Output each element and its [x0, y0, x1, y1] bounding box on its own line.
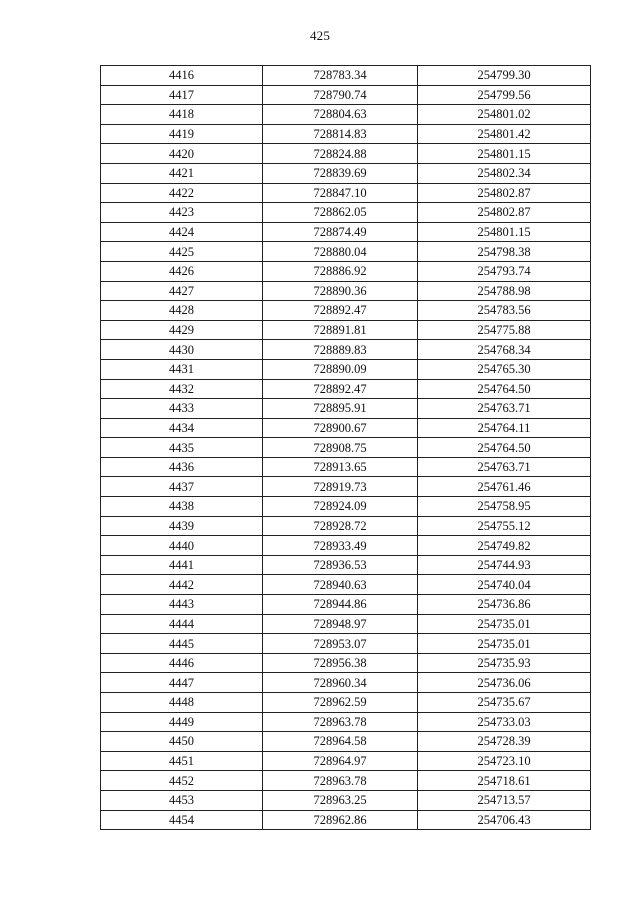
point-number-cell: 4422 [101, 183, 263, 203]
x-coordinate-cell: 728874.49 [263, 222, 418, 242]
x-coordinate-cell: 728963.78 [263, 771, 418, 791]
point-number-cell: 4427 [101, 281, 263, 301]
table-row [101, 575, 591, 595]
y-coordinate-cell: 254801.42 [418, 124, 591, 144]
point-number-cell: 4446 [101, 653, 263, 673]
x-coordinate-cell: 728908.75 [263, 438, 418, 458]
table-row [101, 438, 591, 458]
table-row [101, 203, 591, 223]
table-row [101, 712, 591, 732]
point-number-cell: 4420 [101, 144, 263, 164]
point-number-cell: 4445 [101, 634, 263, 654]
coordinates-table [100, 65, 591, 830]
x-coordinate-cell: 728963.78 [263, 712, 418, 732]
x-coordinate-cell: 728956.38 [263, 653, 418, 673]
point-number-cell: 4437 [101, 477, 263, 497]
x-coordinate-cell: 728936.53 [263, 555, 418, 575]
table-row [101, 124, 591, 144]
x-coordinate-cell: 728928.72 [263, 516, 418, 536]
table-row [101, 810, 591, 830]
x-coordinate-cell: 728790.74 [263, 85, 418, 105]
table-row [101, 595, 591, 615]
point-number-cell: 4439 [101, 516, 263, 536]
x-coordinate-cell: 728919.73 [263, 477, 418, 497]
x-coordinate-cell: 728847.10 [263, 183, 418, 203]
point-number-cell: 4425 [101, 242, 263, 262]
table-row [101, 183, 591, 203]
y-coordinate-cell: 254728.39 [418, 732, 591, 752]
table-row [101, 144, 591, 164]
point-number-cell: 4450 [101, 732, 263, 752]
y-coordinate-cell: 254802.34 [418, 163, 591, 183]
point-number-cell: 4432 [101, 379, 263, 399]
point-number-cell: 4416 [101, 66, 263, 86]
y-coordinate-cell: 254783.56 [418, 301, 591, 321]
point-number-cell: 4429 [101, 320, 263, 340]
point-number-cell: 4454 [101, 810, 263, 830]
point-number-cell: 4418 [101, 105, 263, 125]
y-coordinate-cell: 254758.95 [418, 497, 591, 517]
y-coordinate-cell: 254735.01 [418, 634, 591, 654]
table-row [101, 673, 591, 693]
table-row [101, 516, 591, 536]
x-coordinate-cell: 728962.86 [263, 810, 418, 830]
table-row [101, 790, 591, 810]
point-number-cell: 4421 [101, 163, 263, 183]
y-coordinate-cell: 254723.10 [418, 751, 591, 771]
x-coordinate-cell: 728889.83 [263, 340, 418, 360]
point-number-cell: 4453 [101, 790, 263, 810]
y-coordinate-cell: 254764.50 [418, 438, 591, 458]
y-coordinate-cell: 254735.93 [418, 653, 591, 673]
point-number-cell: 4443 [101, 595, 263, 615]
y-coordinate-cell: 254799.56 [418, 85, 591, 105]
x-coordinate-cell: 728783.34 [263, 66, 418, 86]
y-coordinate-cell: 254744.93 [418, 555, 591, 575]
x-coordinate-cell: 728824.88 [263, 144, 418, 164]
x-coordinate-cell: 728944.86 [263, 595, 418, 615]
y-coordinate-cell: 254740.04 [418, 575, 591, 595]
point-number-cell: 4424 [101, 222, 263, 242]
point-number-cell: 4447 [101, 673, 263, 693]
x-coordinate-cell: 728953.07 [263, 634, 418, 654]
table-row [101, 497, 591, 517]
y-coordinate-cell: 254736.06 [418, 673, 591, 693]
x-coordinate-cell: 728804.63 [263, 105, 418, 125]
x-coordinate-cell: 728963.25 [263, 790, 418, 810]
y-coordinate-cell: 254793.74 [418, 261, 591, 281]
y-coordinate-cell: 254718.61 [418, 771, 591, 791]
y-coordinate-cell: 254763.71 [418, 399, 591, 419]
table-row [101, 301, 591, 321]
y-coordinate-cell: 254706.43 [418, 810, 591, 830]
y-coordinate-cell: 254768.34 [418, 340, 591, 360]
table-row [101, 66, 591, 86]
x-coordinate-cell: 728964.58 [263, 732, 418, 752]
table-row [101, 732, 591, 752]
point-number-cell: 4433 [101, 399, 263, 419]
y-coordinate-cell: 254713.57 [418, 790, 591, 810]
page-number: 425 [309, 28, 331, 43]
y-coordinate-cell: 254801.15 [418, 144, 591, 164]
point-number-cell: 4451 [101, 751, 263, 771]
y-coordinate-cell: 254799.30 [418, 66, 591, 86]
point-number-cell: 4417 [101, 85, 263, 105]
table-row [101, 653, 591, 673]
table-row [101, 105, 591, 125]
y-coordinate-cell: 254761.46 [418, 477, 591, 497]
x-coordinate-cell: 728933.49 [263, 536, 418, 556]
table-row [101, 222, 591, 242]
table-row [101, 634, 591, 654]
x-coordinate-cell: 728886.92 [263, 261, 418, 281]
point-number-cell: 4440 [101, 536, 263, 556]
y-coordinate-cell: 254764.50 [418, 379, 591, 399]
x-coordinate-cell: 728924.09 [263, 497, 418, 517]
point-number-cell: 4423 [101, 203, 263, 223]
table-row [101, 359, 591, 379]
point-number-cell: 4436 [101, 457, 263, 477]
x-coordinate-cell: 728892.47 [263, 379, 418, 399]
y-coordinate-cell: 254735.67 [418, 693, 591, 713]
y-coordinate-cell: 254755.12 [418, 516, 591, 536]
point-number-cell: 4438 [101, 497, 263, 517]
point-number-cell: 4444 [101, 614, 263, 634]
x-coordinate-cell: 728880.04 [263, 242, 418, 262]
x-coordinate-cell: 728962.59 [263, 693, 418, 713]
point-number-cell: 4441 [101, 555, 263, 575]
y-coordinate-cell: 254735.01 [418, 614, 591, 634]
x-coordinate-cell: 728913.65 [263, 457, 418, 477]
point-number-cell: 4449 [101, 712, 263, 732]
y-coordinate-cell: 254765.30 [418, 359, 591, 379]
x-coordinate-cell: 728964.97 [263, 751, 418, 771]
y-coordinate-cell: 254802.87 [418, 203, 591, 223]
table-row [101, 242, 591, 262]
point-number-cell: 4442 [101, 575, 263, 595]
coordinates-table-body [101, 66, 591, 830]
point-number-cell: 4419 [101, 124, 263, 144]
table-row [101, 771, 591, 791]
point-number-cell: 4431 [101, 359, 263, 379]
x-coordinate-cell: 728839.69 [263, 163, 418, 183]
table-row [101, 477, 591, 497]
x-coordinate-cell: 728814.83 [263, 124, 418, 144]
x-coordinate-cell: 728940.63 [263, 575, 418, 595]
table-row [101, 261, 591, 281]
x-coordinate-cell: 728890.36 [263, 281, 418, 301]
y-coordinate-cell: 254775.88 [418, 320, 591, 340]
point-number-cell: 4426 [101, 261, 263, 281]
table-row [101, 536, 591, 556]
x-coordinate-cell: 728862.05 [263, 203, 418, 223]
y-coordinate-cell: 254736.86 [418, 595, 591, 615]
point-number-cell: 4434 [101, 418, 263, 438]
x-coordinate-cell: 728892.47 [263, 301, 418, 321]
table-row [101, 418, 591, 438]
point-number-cell: 4428 [101, 301, 263, 321]
y-coordinate-cell: 254749.82 [418, 536, 591, 556]
point-number-cell: 4435 [101, 438, 263, 458]
y-coordinate-cell: 254801.15 [418, 222, 591, 242]
table-row [101, 751, 591, 771]
table-row [101, 457, 591, 477]
y-coordinate-cell: 254763.71 [418, 457, 591, 477]
table-row [101, 399, 591, 419]
y-coordinate-cell: 254764.11 [418, 418, 591, 438]
x-coordinate-cell: 728948.97 [263, 614, 418, 634]
table-row [101, 555, 591, 575]
table-row [101, 320, 591, 340]
point-number-cell: 4452 [101, 771, 263, 791]
table-row [101, 340, 591, 360]
x-coordinate-cell: 728890.09 [263, 359, 418, 379]
table-row [101, 614, 591, 634]
point-number-cell: 4430 [101, 340, 263, 360]
table-row [101, 693, 591, 713]
x-coordinate-cell: 728900.67 [263, 418, 418, 438]
point-number-cell: 4448 [101, 693, 263, 713]
table-row [101, 379, 591, 399]
table-row [101, 85, 591, 105]
x-coordinate-cell: 728891.81 [263, 320, 418, 340]
table-row [101, 163, 591, 183]
y-coordinate-cell: 254798.38 [418, 242, 591, 262]
y-coordinate-cell: 254802.87 [418, 183, 591, 203]
y-coordinate-cell: 254801.02 [418, 105, 591, 125]
y-coordinate-cell: 254733.03 [418, 712, 591, 732]
x-coordinate-cell: 728960.34 [263, 673, 418, 693]
table-row [101, 281, 591, 301]
y-coordinate-cell: 254788.98 [418, 281, 591, 301]
x-coordinate-cell: 728895.91 [263, 399, 418, 419]
